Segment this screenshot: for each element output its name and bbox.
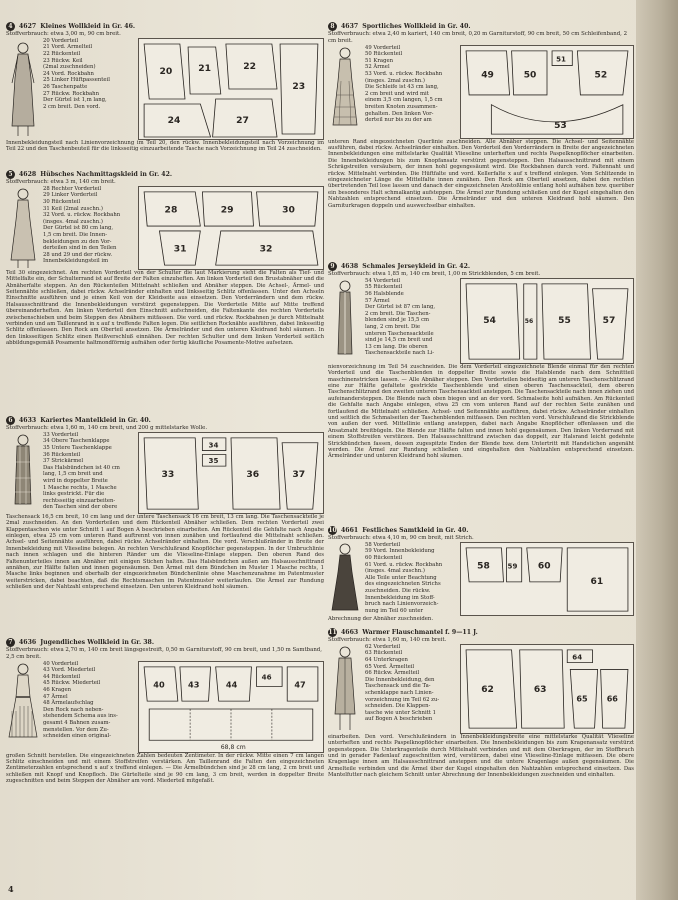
parts-list: 62 Vorderteil 63 Rückenteil 64 Unterkragen 65 Vord. Ärmelteil 66 Rückw. Ärmelteil Die Innenbekleidung, den Taschensack und die Ta- schenklappe nach Linien- vorzeichnung im Teil 62 zu- schneiden. Die Klappen- tasche wie unter Schnitt 1 auf Bogen A beschrieben xyxy=(365,643,440,723)
section-number: 7 xyxy=(6,638,15,647)
piece-label: 65 xyxy=(576,694,588,704)
section-code: 4663 xyxy=(341,628,359,636)
pattern-diagram xyxy=(138,432,324,514)
section-4636 xyxy=(6,638,324,838)
instructions: einarbeiten. Den vord. Verschlußrändern in Innenbekleidungsbreite eine mittelstarke Qualität Vlieseline unterheften und rechts Paspelknopflöcher einarbeiten. Die Innenbekleidungen bis zum Kragenansatz verstürzt gegensteppen. Die Unterkragenteile durch Mittelnaht verbinden und mit dem Oberkragen, der im Stoffbruch und in gerader Fadenlauf zugeschnitten wird, verstürzen, dabei eine Vlieseline-Einlage mitfassen. Die obere Kragenlage innen am Halsausschnittrand ansteppen und die untere Kragenlage außen gegensäumen. Die Armelteile verbinden und die Ärmel über der Kugel eingehalten den Nahtzahlen entsprechend einsetzen. Das Mantelfutter nach gleichem Schnitt unter Abrechnung der Innenbekleidungen zuschneiden und einhalten. xyxy=(328,733,634,779)
piece-label: 20 xyxy=(159,66,173,77)
piece-label: 51 xyxy=(556,55,566,64)
instructions: Abrechnung der Abnäher zuschneiden. xyxy=(328,615,434,622)
pattern-diagram xyxy=(460,278,634,364)
section-title: Warmer Flauschmantel f. 9—11 J. xyxy=(362,628,478,636)
piece-label: 55 xyxy=(558,315,571,326)
piece-label: 43 xyxy=(188,680,200,689)
section-4633 xyxy=(6,416,324,634)
instructions: großen Schnitt herstellen. Die eingezeichneten Zahlen bedeuten Zentimeter. In der rückw. Mitte einen 7 cm langen Schlitz einschneiden und mit einem Stoffstreifen verstärken. Am Taillenrand die Falten den eingezeichneten Zentimeterzahlen entsprechend x auf x treffend einlegen. — Die Ärmelbündchen sind je 28 cm lang, 2 cm breit und schließen mit Knopf und Knopfloch. Die Gürtelteile sind je 90 cm lang, 3 cm breit, werden in doppelter Breite zugeschnitten und beim Steppen der Abnäher am vord. Miederteil mitgefaßt. xyxy=(6,752,324,785)
piece-label: 24 xyxy=(167,115,181,126)
dress-illustration-icon xyxy=(328,278,362,364)
parts-list: 40 Vorderteil 43 Vord. Miederteil 44 Rückenteil 45 Rückw. Miederteil 46 Kragen 47 Ärmel 48 Ärmelaufschlag Den Rock nach neben- stehendem Schema aus ins- gesamt 4 Bahnen zusam- menstellen. Vor dem Zu- schneiden einen original- xyxy=(43,660,118,740)
section-number: 9 xyxy=(328,262,337,271)
dress-illustration-icon xyxy=(6,38,40,138)
pattern-diagram xyxy=(460,644,634,734)
piece-label: 34 xyxy=(208,441,219,450)
piece-label: 58 xyxy=(477,561,490,572)
section-title: Kleines Wollkleid in Gr. 46. xyxy=(40,22,136,30)
parts-list: 28 Rechter Vorderteil 29 Linker Vorderteil 30 Rückenteil 31 Keil (2mal zuschn.) 32 Vord. u. rückw. Rockbahn (insges. 4mal zuschn.) Der Gürtel ist 80 cm lang, 1,5 cm breit. Die Innen- bekleidungen zu den Vor- derteilen sind in den Teilen 28 und 29 und der rückw. Innenbekleidungsteil im xyxy=(43,185,121,265)
section-number: 6 xyxy=(6,416,15,425)
section-4627 xyxy=(6,22,324,166)
dress-figure xyxy=(6,661,40,753)
piece-label: 49 xyxy=(481,70,494,80)
section-number: 8 xyxy=(328,22,337,31)
material-info: Stoffverbrauch: etwa 4,10 m, 90 cm breit, mit Strich. xyxy=(328,535,474,541)
dress-illustration-icon xyxy=(6,186,40,270)
dress-figure xyxy=(328,542,362,616)
section-title: Kariertes Mantelkleid in Gr. 40. xyxy=(40,416,151,424)
pattern-diagram xyxy=(138,38,324,140)
left-column xyxy=(6,22,324,842)
piece-label: 28 xyxy=(164,205,178,216)
section-4661 xyxy=(328,526,634,624)
page-number: 4 xyxy=(8,884,14,894)
dress-figure xyxy=(6,186,40,270)
material-info: Stoffverbrauch: etwa 1,60 m, 140 cm breit, und 200 g mittelstarke Wolle. xyxy=(6,425,208,431)
piece-label: 37 xyxy=(292,469,306,480)
section-code: 4627 xyxy=(19,22,37,30)
piece-label: 47 xyxy=(294,680,306,689)
section-4628 xyxy=(6,170,324,412)
section-title: Festliches Samtkleid in Gr. 40. xyxy=(362,526,469,534)
piece-label: 31 xyxy=(173,244,187,255)
piece-label: 46 xyxy=(261,673,272,682)
piece-label: 59 xyxy=(507,562,518,571)
section-title: Hübsches Nachmittagskleid in Gr. 42. xyxy=(40,170,173,178)
dress-figure xyxy=(6,38,40,140)
section-title: Schmales Jerseykleid in Gr. 42. xyxy=(362,262,471,270)
material-info: Stoffverbrauch: etwa 2,70 m, 140 cm breit längsgestreift, 0,50 m Garniturstoff, 90 cm breit, und 1,50 m Samtband, 2,5 cm breit. xyxy=(6,647,322,660)
piece-label: 50 xyxy=(523,70,537,80)
piece-label: 66 xyxy=(606,694,618,704)
section-title: Sportliches Wollkleid in Gr. 40. xyxy=(362,22,471,30)
piece-label: 57 xyxy=(602,315,616,326)
section-title: Jugendliches Wollkleid in Gr. 38. xyxy=(40,638,155,646)
section-4637 xyxy=(328,22,634,258)
piece-label: 35 xyxy=(208,457,219,465)
section-code: 4637 xyxy=(341,22,359,30)
piece-label: 40 xyxy=(153,680,165,689)
instructions: unteren Rand eingezeichneten Querlinie zuschneiden. Alle Abnäher steppen. Die Achsel- und Seitennähte ausführen, dabei rückw. Achselränder einhalten. Den Vorderteil den Vorderrändern in Breite der angezeichneten Innenbekleidungen eine mittelstarke Qualität Vlieseline unterheften und rechts Paspelknopflöcher einarbeiten. Die Innenbekleidungen bis zum Knopfansatz verstürzt gegensteppen. Den Halsausschnittrand mit einem Schrägstreifen versäubern, der innen hohl gegengesäumt wird. Die Rockbahnen durch vord. Faltennaht und rückw. Mittelnaht verbinden. Die Hüftfalte und vord. Kellerfalte x auf x treffend einlegen. Vom Schlitzende in eingezeichneter Länge die Mittelfalte innen zunähen. Den Rock am Oberteil ansetzen, dabei den rechten übertretenden Teil lose lassen und danach der eingezeichneten Anstoßlinie entlang hohl aufnähen bzw. querüber ein besonderes Halt schmalkantig aufsteppen. Die Ärmel zur Rundung schließen und der Kugel eingehalten den Nahtzahlen entsprechend einsetzen. Die Ärmelränder und den unteren Kleidrand hohl säumen. Den Garniturkragen doppeln und auswechselbar einhalten. xyxy=(328,138,634,209)
piece-label: 54 xyxy=(483,315,496,326)
parts-list: 58 Vorderteil 59 Vord. Innenbekleidung 60 Rückenteil 61 Vord. u. rückw. Rockbahn (insges. 4mal zuschn.) Alle Teile unter Beachtung des eingezeichneten Strichs zuschneiden. Die rückw. Innenbekleidung im Stoff- bruch nach Linienvorzeich- nung im Teil 60 unter xyxy=(365,541,443,614)
page-binding-shadow xyxy=(636,0,678,900)
pattern-diagram xyxy=(138,186,324,270)
section-code: 4633 xyxy=(19,416,37,424)
parts-list: 33 Vorderteil 34 Obere Taschenklappe 35 Untere Taschenklappe 36 Rückenteil 37 Strickärmel Das Halsbündchen ist 40 cm lang, 1,5 cm breit und wird in doppelter Breite 1 Masche rechts, 1 Masche links gestrickt. Für die rechtsseitig einzuarbeiten- den Taschen sind der obere xyxy=(43,431,120,511)
material-info: Stoffverbrauch: etwa 1,85 m, 140 cm breit, 1,00 m Strickblenden, 5 cm breit. xyxy=(328,271,541,277)
instructions: Taschensack 16,5 cm breit, 10 cm lang und der untere Taschensack 16 cm breit, 13 cm lang. Die Taschensackteile je 2mal zuschneiden. An den Vorderteilen und dem Rückenteil Abnäher schließen. Dem rechten Vorderteil zwei Klappentaschen wie unter Schnitt 1 auf Bogen A beschrieben einarbeiten. Am Rückenteil die Gehfalte nach Angabe einlegen, etwa 25 cm vom unteren Rand auftrennt von innen zunähen und fortlaufend die Mittelnaht schließen. Achsel- und Seitennähte ausführen, dabei rückw. Achselränder einhalten. Die vord. Verschlußränder in Breite der Innenbekleidung mit Vlieseline belegen. An rechten Verschlußrand Knopflöcher gegensteppen. In der Umbruchlinie nach innen schlagen und die hinteren Ränder um die Vlieseline-Einlage steppen. Den oberen Rand des Faltenunterteiles innen am Abnäher mit einigen Stichen halten. Das Halsbündchen außen am Halsausschnittrand annähen, zur Hälfte falten und innen gegensäumen. Den Ärmel mit dem Bündchen im Muster 1 Masche rechts, 1 Masche links beginnen und oberhalb der eingezeichneten Bündchenlinie ohne Maschenzunahme im Patentmuster weiterstricken, dabei beachten, daß die Rechtsmaschen im Patentmuster weiterlaufen. Die Ärmel zur Rundung schließen und der Nahtzahl entsprechend einsetzen. Den unteren Kleidrand hohl säumen. xyxy=(6,513,324,591)
parts-list: 54 Vorderteil 55 Rückenteil 56 Halsblende 57 Ärmel Der Gürtel ist 87 cm lang, 2 cm breit. Die Taschen- blenden sind je 15,5 cm lang, 2 cm breit. Die unteren Taschensackteile sind je 14,5 cm breit und 13 cm lang. Die oberen Taschensackteile nach Li- xyxy=(365,277,436,357)
piece-label: 61 xyxy=(590,576,604,587)
dress-illustration-icon xyxy=(6,661,40,753)
piece-label: 27 xyxy=(236,115,249,126)
piece-label: 29 xyxy=(220,205,234,216)
parts-list: 20 Vorderteil 21 Vord. Armelteil 22 Rückenteil 23 Rückw. Keil (2mal zuschneiden) 24 Vord. Rockbahn 25 Linker Hüftpassenteil 26 Taschenpatte 27 Rückw. Rockbahn Der Gürtel ist 1,m lang, 2 cm breit. Den vord. xyxy=(43,37,110,110)
piece-label: 52 xyxy=(594,70,608,80)
piece-label: 21 xyxy=(198,63,212,74)
dress-illustration-icon xyxy=(6,432,40,514)
material-info: Stoffverbrauch: etwa 3 m, 140 cm breit. xyxy=(6,179,116,185)
piece-label: 60 xyxy=(537,561,551,572)
piece-label: 23 xyxy=(292,81,306,92)
section-number: 4 xyxy=(6,22,15,31)
piece-label: 64 xyxy=(572,653,583,662)
pattern-diagram xyxy=(460,542,634,616)
section-code: 4636 xyxy=(19,638,37,646)
section-4638 xyxy=(328,262,634,522)
piece-label: 63 xyxy=(533,684,547,695)
dress-illustration-icon xyxy=(328,542,362,616)
instructions: Teil 30 eingezeichnet. Am rechten Vorderteil von der Schulter die laut Markierung sieht die Falten als Tief- und Mittelfalte ein, der Schulterrand ist auf Breite der Falten einzuheften. Am linken Vorderteil den Brustabnäher und die Abnäherfalte steppen. An den Rückenteilen Mittelnaht schließen und Abnäher steppen. Die Achsel-, Ärmel- und Seitennähte schließen, dabei rückw. Achselränder einhalten und linksseitig Schlitz offenlassen. Unter den Achseln Einschnitte ausführen und je einen Keil von der Kleidseite aus einsetzen. Den Vorderrändern und dem rückw. Halsausschnittrand die Innenbekleidungen verstürzt gegensteppen. Die Vorderteile Mitte auf Mitte treffend übereinanderheften. Am linken Vorderteil den Einschnitt aufschneiden, die Faltenkante des rechten Vorderteils zwischenschieben und beim Steppen des Abnähers mitfassen. Die vord. und rückw. Rockbahnen je durch Mittelnaht verbinden und am Taillenrand in x auf x treffende Falten legen. Die seitlichen Rocknähte ausführen, dabei linksseitig Schlitz offenlassen. Den Rock am Oberteil ansetzen. Die Ärmelränder und den unteren Kleidrand hohl säumen. In den linksseitigen Schlitz einen Reißverschluß einnähen. Der rechten Schulter und dem linken Vorderteil seitlich abbildungsgemäß Posamente haltmondförmig aufnähen oder fertig käufliche Posamente-Motive aufsetzen. xyxy=(6,269,324,347)
piece-label: 56 xyxy=(524,317,534,325)
section-4663 xyxy=(328,628,634,858)
material-info: Stoffverbrauch: etwa 3,00 m, 90 cm breit. xyxy=(6,31,121,37)
section-number: 5 xyxy=(6,170,15,179)
piece-label: 62 xyxy=(481,684,494,695)
coat-illustration-icon xyxy=(328,644,362,734)
parts-list: 49 Vorderteil 50 Rückenteil 51 Kragen 52 Ärmel 53 Vord. u. rückw. Rockbahn (insges. 2mal zuschn.) Die Schleife ist 43 cm lang, 2 cm breit und wird mit einem 3,5 cm langen, 1,5 cm breiten Knoten zusammen- gehalten. Den linken Vor- derteil nur bis zu der am xyxy=(365,44,443,124)
piece-label: 44 xyxy=(225,680,238,689)
pattern-diagram xyxy=(138,661,324,753)
scheme-dimension: 68,8 cm xyxy=(220,743,246,751)
pattern-diagram xyxy=(460,45,634,139)
piece-label: 30 xyxy=(282,205,295,216)
section-code: 4638 xyxy=(341,262,359,270)
instructions: Innenbekleidungsteil nach Linienvorzeichnung im Teil 20, den rückw. Innenbekleidungsteil nach Vorzeichnung im Teil 22 und den Taschenbeuteil für die linksseitig einzuarbeitende Tasche nach Vorzeichnung im Teil 24 zuschneiden. xyxy=(6,139,324,153)
section-number: 11 xyxy=(328,629,337,636)
dress-figure xyxy=(6,432,40,514)
dress-figure xyxy=(328,278,362,364)
piece-label: 33 xyxy=(161,469,175,480)
dress-illustration-icon xyxy=(328,45,362,139)
piece-label: 32 xyxy=(259,244,273,255)
dress-figure xyxy=(328,45,362,139)
dress-figure xyxy=(328,644,362,734)
section-number: 10 xyxy=(328,527,337,534)
section-code: 4628 xyxy=(19,170,37,178)
right-column xyxy=(328,22,634,862)
piece-label: 36 xyxy=(246,469,260,480)
section-code: 4661 xyxy=(341,526,359,534)
piece-label: 22 xyxy=(243,61,257,72)
piece-label: 53 xyxy=(554,120,567,131)
instructions: nienvorzeichnung im Teil 54 zuschneiden. Die dem Vorderteil eingezeichnete Blende einmal für den rechten Vorderteil und die Taschenblenden in doppelter Breite sowie die Halsblende nach dem Schnittteil maschinenstricken lassen. — Alle Abnäher steppen. Den Vorderteilen beidseitig am unteren Taschenschlitzrand eine zur Hälfte gefaltete gestrickte Taschenblende und einen oberen Taschensackteil, dem oberen Taschenschlitzrand den zweiten unteren Taschensackteil ansteppen. Die Taschensackteile nach innen ziehen und aufeinandersteppen. Die Blende nach oben biegen und an der vord. Schmalseite hohl aufnähen. Am Rückenteil die Gehfalte nach Angabe einlegen, etwa 25 cm vom unteren Rand auf der rechten Seite zunähen und fortlaufend die Mittelnaht schließen. Achsel- und Seitennähte ausführen, dabei rückw. Achselränder einhalten und seitlich die Schmalseiten der Taschenblenden mitfassen. Den rechten vord. Verschlußrand die Strickblende von außen der vord. Mittellinie entlang ansteppen, dabei nach Angabe Knopflöcher offenlassen und die Ansatznaht breitbügeln. Die Blende zur Hälfte falten und innen hohl gegensäumen. Den linken Vorderrand mit einem Stoffstreifen verstürzen. Den Halsausschnittrand zwischen das doppelt, zur Halsrand leicht gedehnte Strickbündchen fassen, dessen zugespitzte Enden der Blende bzw. dem Untertritt mit Handstichen angenäht werden. Die Ärmel zur Rundung schließen und eingehalten den Nahtzahlen entsprechend einsetzen. Ärmelränder und unteren Kleidrand hohl säumen. xyxy=(328,363,634,460)
material-info: Stoffverbrauch: etwa 2,40 m kariert, 140 cm breit, 0,20 m Garniturstoff, 90 cm breit, 50 cm Schleifenband, 2 cm breit. xyxy=(328,31,628,44)
material-info: Stoffverbrauch: etwa 1,60 m, 140 cm breit. xyxy=(328,637,447,643)
